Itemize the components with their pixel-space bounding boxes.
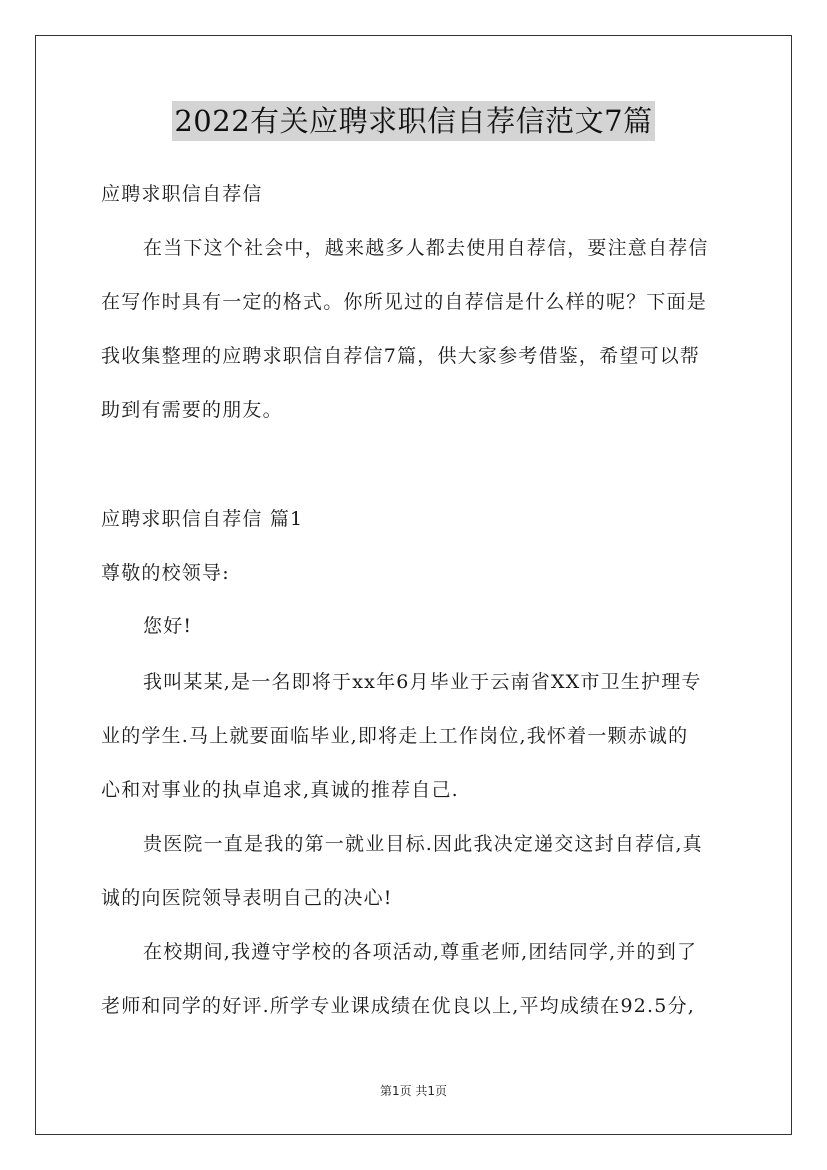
body-line-3: 心和对事业的执卓追求,真诚的推荐自己.: [101, 779, 459, 801]
body-line-4: 贵医院一直是我的第一就业目标.因此我决定递交这封自荐信,真: [143, 833, 703, 855]
intro-line-3: 我收集整理的应聘求职信自荐信7篇，供大家参考借鉴，希望可以帮: [101, 345, 701, 367]
intro-line-2: 在写作时具有一定的格式。你所见过的自荐信是什么样的呢？下面是: [101, 291, 708, 313]
document-title: 2022有关应聘求职信自荐信范文7篇: [172, 101, 654, 141]
body-line-1: 我叫某某,是一名即将于xx年6月毕业于云南省XX市卫生护理专: [143, 671, 702, 693]
title-container: [0, 101, 827, 141]
body-line-5: 诚的向医院领导表明自己的决心!: [101, 887, 393, 909]
intro-line-4: 助到有需要的朋友。: [101, 399, 283, 421]
letter-greeting: 您好!: [143, 615, 193, 637]
page-footer: 第1页 共1页: [379, 1084, 448, 1098]
body-line-2: 业的学生.马上就要面临毕业,即将走上工作岗位,我怀着一颗赤诚的: [101, 725, 689, 747]
body-line-6: 在校期间,我遵守学校的各项活动,尊重老师,团结同学,并的到了: [143, 941, 698, 963]
intro-line-1: 在当下这个社会中，越来越多人都去使用自荐信，要注意自荐信: [143, 237, 709, 259]
body-line-7: 老师和同学的好评.所学专业课成绩在优良以上,平均成绩在92.5分,: [101, 995, 696, 1017]
section-heading: 应聘求职信自荐信: [101, 183, 263, 205]
letter-heading: 应聘求职信自荐信 篇1: [101, 508, 304, 530]
letter-salutation: 尊敬的校领导:: [101, 562, 230, 584]
